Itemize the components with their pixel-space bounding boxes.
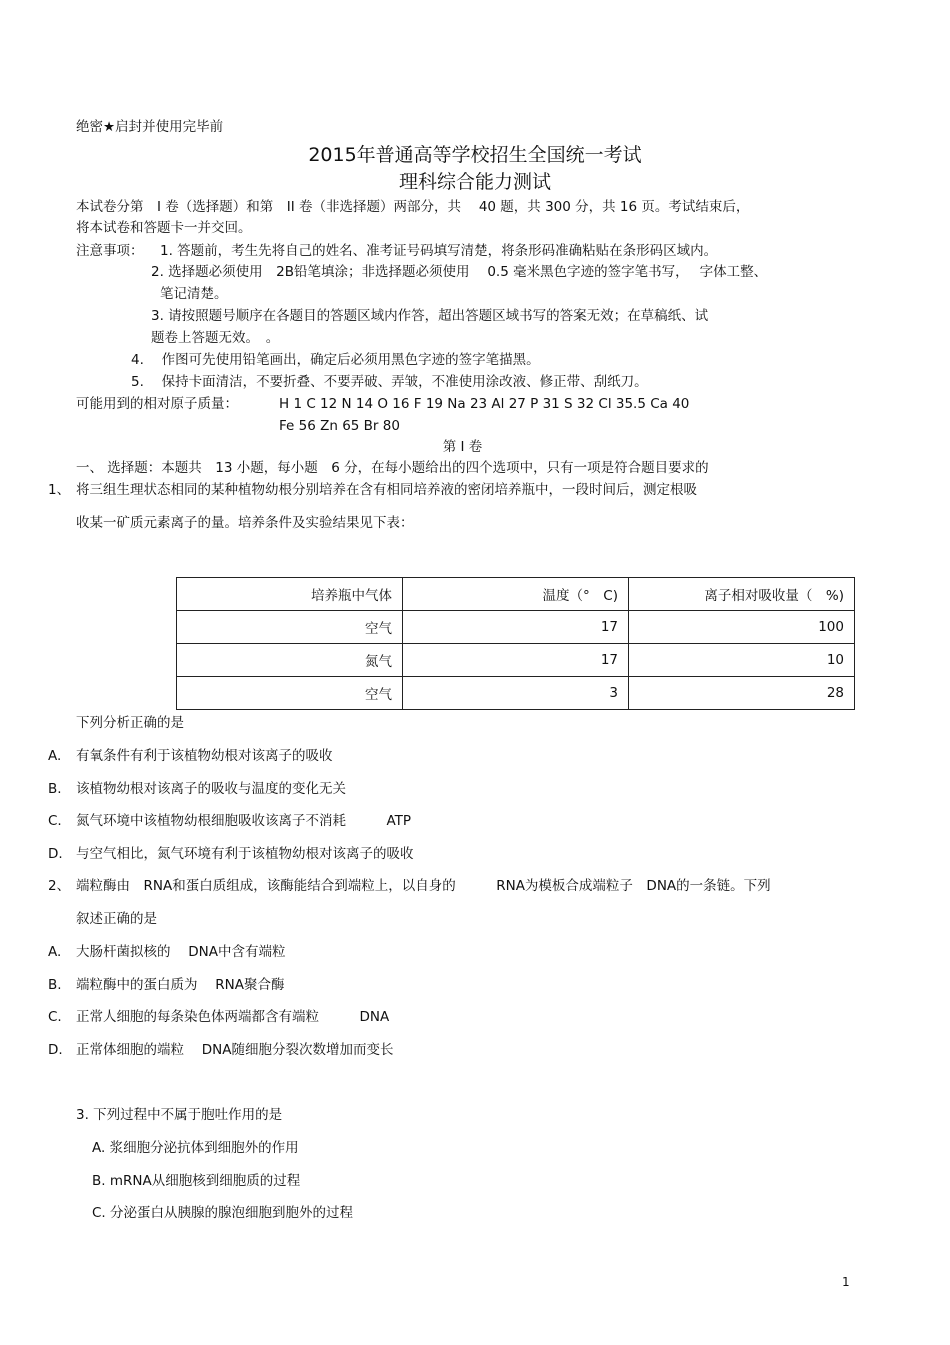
exam-title: 2015年普通高等学校招生全国统一考试: [308, 144, 642, 166]
q3-option-a: A. 浆细胞分泌抗体到细胞外的作用: [92, 1140, 299, 1156]
table-header-absorption: 离子相对吸收量（ %): [629, 578, 855, 611]
table-cell-absorption: 100: [629, 611, 855, 644]
table-row: [177, 677, 855, 710]
q1-stem: 下列分析正确的是: [76, 715, 184, 731]
q2-option-c-text: 正常人细胞的每条染色体两端都含有端粒 DNA: [76, 1009, 390, 1025]
table-header-temperature: 温度（° C): [403, 578, 629, 611]
page-number: 1: [842, 1275, 850, 1289]
q1-option-a-text: 有氧条件有利于该植物幼根对该离子的吸收: [76, 748, 333, 764]
table-header-row: [177, 578, 855, 611]
notes-label: 注意事项：: [76, 243, 144, 259]
q1-text-2: 收某一矿质元素离子的量。培养条件及实验结果见下表：: [76, 515, 414, 531]
q1-option-b-text: 该植物幼根对该离子的吸收与温度的变化无关: [76, 781, 346, 797]
section-instruction: 一、 选择题：本题共 13 小题，每小题 6 分，在每小题给出的四个选项中，只有一项是符合题目要求的: [76, 460, 709, 476]
table-row: [177, 644, 855, 677]
q2-option-a-text: 大肠杆菌拟核的 DNA中含有端粒: [76, 944, 286, 960]
atomic-mass-line-2: Fe 56 Zn 65 Br 80: [279, 418, 400, 434]
intro-line-2: 将本试卷和答题卡一并交回。: [76, 220, 252, 236]
note-item-1: 1. 答题前，考生先将自己的姓名、准考证号码填写清楚，将条形码准确粘贴在条形码区域内。: [160, 243, 718, 259]
table-cell-temperature: 3: [403, 677, 629, 710]
table-cell-gas: 空气: [177, 611, 403, 644]
q3-stem: 3. 下列过程中不属于胞吐作用的是: [76, 1107, 283, 1123]
q2-option-c-letter: C.: [48, 1009, 62, 1025]
note-item-2b: 笔记清楚。: [160, 286, 228, 302]
atomic-mass-line-1: H 1 C 12 N 14 O 16 F 19 Na 23 Al 27 P 31 S 32 Cl 35.5 Ca 40: [279, 396, 690, 412]
q2-option-b-letter: B.: [48, 977, 62, 993]
table-cell-gas: 氮气: [177, 644, 403, 677]
q1-option-c-letter: C.: [48, 813, 62, 829]
q2-option-d-text: 正常体细胞的端粒 DNA随细胞分裂次数增加而变长: [76, 1042, 394, 1058]
q2-text-1: 端粒酶由 RNA和蛋白质组成，该酶能结合到端粒上，以自身的 RNA为模板合成端粒子 DNA的一条链。下列: [76, 878, 771, 894]
note-item-4: 4. 作图可先使用铅笔画出，确定后必须用黑色字迹的签字笔描黑。: [131, 352, 540, 368]
q1-result-table: [176, 577, 855, 710]
table-cell-absorption: 28: [629, 677, 855, 710]
table-row: [177, 611, 855, 644]
q1-text-1: 将三组生理状态相同的某种植物幼根分别培养在含有相同培养液的密闭培养瓶中，一段时间后，测定根吸: [76, 482, 697, 498]
note-item-3a: 3. 请按照题号顺序在各题目的答题区域内作答，超出答题区域书写的答案无效；在草稿纸、试: [151, 308, 709, 324]
secret-label: 绝密★启封并使用完毕前: [76, 119, 224, 135]
intro-line-1: 本试卷分第 I 卷（选择题）和第 II 卷（非选择题）两部分，共 40 题，共 300 分，共 16 页。考试结束后，: [76, 199, 750, 215]
q3-option-b: B. mRNA从细胞核到细胞质的过程: [92, 1173, 301, 1189]
q1-option-c-text: 氮气环境中该植物幼根细胞吸收该离子不消耗 ATP: [76, 813, 412, 829]
note-item-2a: 2. 选择题必须使用 2B铅笔填涂；非选择题必须使用 0.5 毫米黑色字迹的签字笔书写， 字体工整、: [151, 264, 768, 280]
q2-option-a-letter: A.: [48, 944, 62, 960]
q3-option-c: C. 分泌蛋白从胰腺的腺泡细胞到胞外的过程: [92, 1205, 354, 1221]
note-item-5: 5. 保持卡面清洁，不要折叠、不要弄破、弄皱，不准使用涂改液、修正带、刮纸刀。: [131, 374, 648, 390]
q2-option-b-text: 端粒酶中的蛋白质为 RNA聚合酶: [76, 977, 285, 993]
q1-option-d-text: 与空气相比，氮气环境有利于该植物幼根对该离子的吸收: [76, 846, 414, 862]
table-cell-temperature: 17: [403, 611, 629, 644]
atomic-mass-label: 可能用到的相对原子质量：: [76, 396, 238, 412]
q1-number: 1、: [48, 482, 71, 498]
table-header-gas: 培养瓶中气体: [177, 578, 403, 611]
q2-text-2: 叙述正确的是: [76, 911, 157, 927]
table-cell-gas: 空气: [177, 677, 403, 710]
q1-option-d-letter: D.: [48, 846, 63, 862]
q2-option-d-letter: D.: [48, 1042, 63, 1058]
table-cell-temperature: 17: [403, 644, 629, 677]
q2-number: 2、: [48, 878, 71, 894]
exam-subtitle: 理科综合能力测试: [398, 171, 551, 193]
table-cell-absorption: 10: [629, 644, 855, 677]
note-item-3b: 题卷上答题无效。 。: [151, 330, 280, 346]
q1-option-a-letter: A.: [48, 748, 62, 764]
section-title: 第 I 卷: [442, 439, 483, 455]
q1-option-b-letter: B.: [48, 781, 62, 797]
